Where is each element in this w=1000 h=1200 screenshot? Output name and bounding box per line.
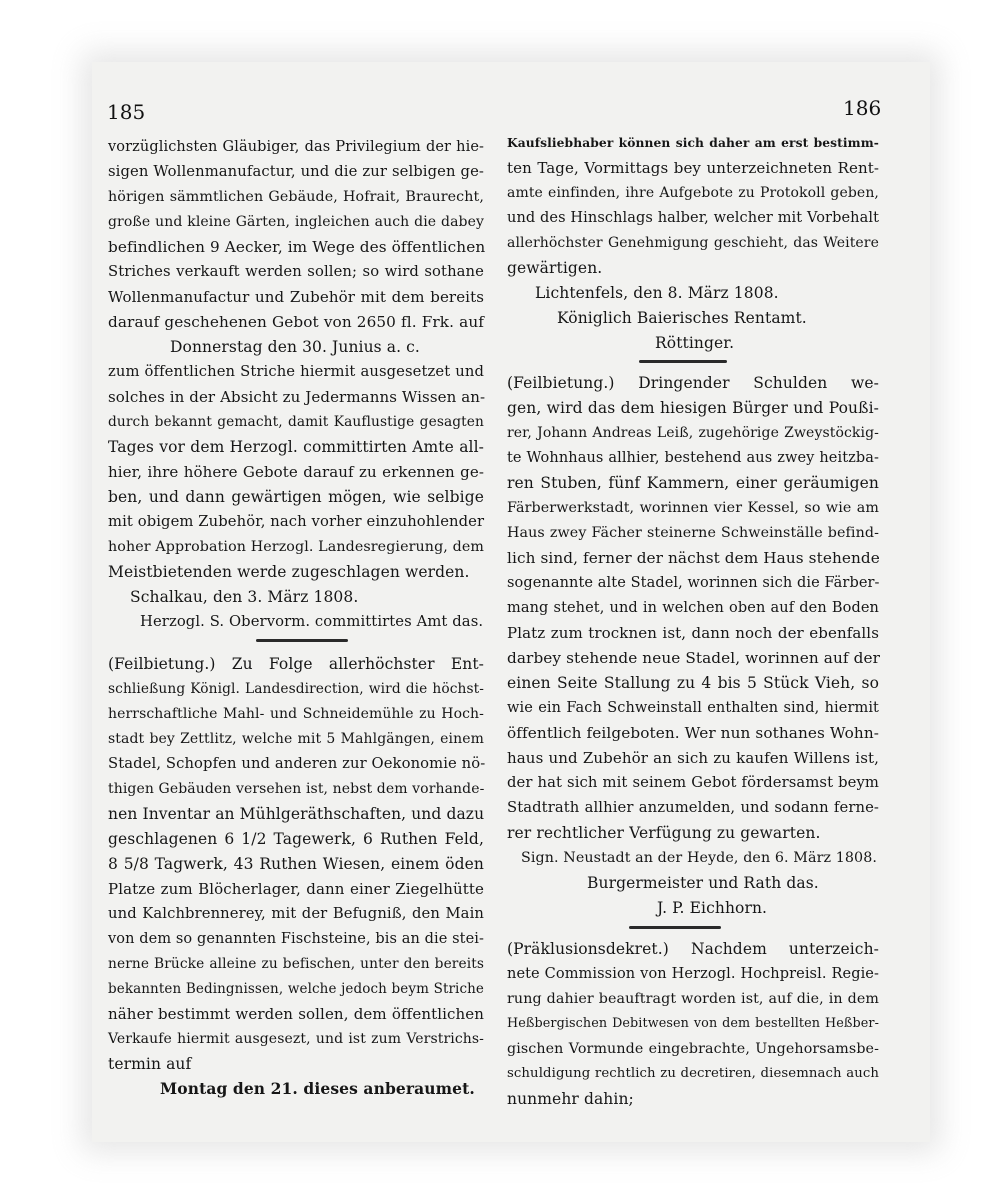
text-line: 8 5/8 Tagwerk, 43 Ruthen Wiesen, einem öden [108, 855, 484, 873]
text-line: darauf geschehenen Gebot von 2650 fl. Frk. auf [108, 313, 484, 331]
text-line: rer, Johann Andreas Leiß, zugehörige Zweystöckig- [507, 425, 879, 441]
text-line: und Kalchbrennerey, mit der Befugniß, den Main [108, 905, 484, 922]
text-line: Färberwerkstadt, worinnen vier Kessel, so wie am [507, 500, 879, 516]
text-line: zum öffentlichen Striche hiermit ausgesetzet und [108, 363, 484, 380]
text-line: sogenannte alte Stadel, worinnen sich die Färber- [507, 575, 880, 591]
text-line: Platz zum trocknen ist, dann noch der ebenfalls [507, 624, 879, 642]
left-column [108, 136, 486, 1098]
text-line: lich sind, ferner der nächst dem Haus stehende [507, 549, 880, 567]
text-line: (Feilbietung.) Dringender Schulden we- [507, 374, 879, 392]
text-line: einen Seite Stallung zu 4 bis 5 Stück Vieh, so [507, 674, 879, 692]
text-line: termin auf [108, 1055, 192, 1073]
text-line: gen, wird das dem hiesigen Bürger und Poußi- [507, 399, 879, 417]
text-line: gewärtigen. [507, 259, 603, 277]
text-line: Stadel, Schopfen und anderen zur Oekonomie nö- [108, 755, 486, 772]
signature-name: J. P. Eichhorn. [657, 899, 768, 917]
text-line: mang stehet, und in welchen oben auf den Boden [507, 600, 879, 616]
text-line: ten Tage, Vormittags bey unterzeichneten Rent- [507, 159, 879, 177]
text-line: stadt bey Zettlitz, welche mit 5 Mahlgängen, einem [108, 731, 484, 747]
text-line: rung dahier beauftragt worden ist, auf die, in dem [507, 991, 879, 1007]
text-line: nen Inventar an Mühlgeräthschaften, und dazu [108, 805, 485, 823]
text-line: bekannten Bedingnissen, welche jedoch beym Striche [108, 981, 484, 997]
text-line: Tages vor dem Herzogl. committirten Amte all- [108, 438, 484, 456]
page-number-left: 185 [107, 100, 146, 124]
text-line: hoher Approbation Herzogl. Landesregierung, dem [108, 539, 484, 555]
text-line: Haus zwey Fächer steinerne Schweinställe befind- [507, 525, 879, 541]
text-line: te Wohnhaus allhier, bestehend aus zwey heitzba- [507, 450, 879, 466]
text-line: mit obigem Zubehör, nach vorher einzuhohlender [108, 513, 485, 530]
text-line: gischen Vormunde eingebrachte, Ungehorsamsbe- [507, 1041, 879, 1057]
text-line: Meistbietenden werde zugeschlagen werden. [108, 563, 470, 581]
text-line: Striches verkauft werden sollen; so wird sothane [108, 263, 484, 280]
text-line: ren Stuben, fünf Kammern, einer geräumigen [507, 474, 879, 492]
text-line: Verkaufe hiermit ausgesezt, und ist zum Verstrichs- [108, 1031, 484, 1047]
text-line: ben, und dann gewärtigen mögen, wie selbige [108, 488, 484, 506]
signature-line: Herzogl. S. Obervorm. committirtes Amt das. [140, 613, 484, 630]
text-line: haus und Zubehör an sich zu kaufen Willens ist, [507, 749, 879, 767]
text-line: große und kleine Gärten, ingleichen auch die dabey [108, 214, 484, 230]
text-line: (Feilbietung.) Zu Folge allerhöchster Ent- [108, 655, 484, 673]
text-line: herrschaftliche Mahl- und Schneidemühle zu Hoch- [108, 706, 484, 722]
text-line: amte einfinden, ihre Aufgebote zu Protokoll geben, [507, 185, 879, 201]
text-line: Kaufsliebhaber können sich daher am erst bestimm- [507, 135, 879, 150]
signature-name: Röttinger. [655, 334, 735, 352]
text-line: Stadtrath allhier anzumelden, und sodann ferne- [507, 799, 879, 816]
text-line: vorzüglichsten Gläubiger, das Privilegium der hie- [108, 139, 484, 155]
section-divider [639, 360, 727, 363]
text-line: näher bestimmt werden sollen, dem öffentlichen [108, 1005, 484, 1023]
text-line: schuldigung rechtlich zu decretiren, diesemnach auch [507, 1066, 879, 1081]
signature-line: Königlich Baierisches Rentamt. [557, 309, 807, 327]
page-number-right: 186 [843, 96, 882, 120]
text-line: darbey stehende neue Stadel, worinnen auf der [507, 649, 880, 667]
text-line: befindlichen 9 Aecker, im Wege des öffentlichen [108, 238, 486, 256]
text-line: thigen Gebäuden versehen ist, nebst dem vorhande- [108, 781, 485, 797]
text-line: (Präklusionsdekret.) Nachdem unterzeich- [507, 940, 879, 958]
text-line: durch bekannt gemacht, damit Kauflustige gesagten [108, 414, 484, 430]
place-date-line: Sign. Neustadt an der Heyde, den 6. März 1808. [521, 850, 878, 866]
place-date-line: Lichtenfels, den 8. März 1808. [535, 284, 779, 302]
text-line: schließung Königl. Landesdirection, wird die höchst- [108, 681, 484, 697]
signature-line: Burgermeister und Rath das. [587, 874, 819, 892]
text-line: sigen Wollenmanufactur, und die zur selbigen ge- [108, 163, 484, 180]
text-line: öffentlich feilgeboten. Wer nun sothanes Wohn- [507, 724, 879, 742]
text-line: Platze zum Blöcherlager, dann einer Ziegelhütte [108, 880, 484, 898]
text-line: der hat sich mit seinem Gebot fördersamst beym [507, 774, 879, 791]
text-line: wie ein Fach Schweinstall enthalten sind, hiermit [507, 700, 879, 716]
place-date-line: Schalkau, den 3. März 1808. [130, 588, 359, 606]
auction-date-line: Montag den 21. dieses anberaumet. [160, 1079, 475, 1098]
text-line: rer rechtlicher Verfügung zu gewarten. [507, 824, 821, 842]
auction-date-line: Donnerstag den 30. Junius a. c. [170, 338, 420, 356]
text-line: Heßbergischen Debitwesen von dem bestellten Heßber- [507, 1016, 879, 1031]
text-line: geschlagenen 6 1/2 Tagewerk, 6 Ruthen Feld, [108, 830, 484, 848]
text-line: nunmehr dahin; [507, 1090, 634, 1108]
section-divider [256, 639, 348, 642]
text-line: allerhöchster Genehmigung geschieht, das Weitere [507, 235, 879, 251]
text-line: und des Hinschlags halber, welcher mit Vorbehalt [507, 210, 879, 226]
text-line: nerne Brücke alleine zu befischen, unter den bereits [108, 956, 484, 972]
text-line: von dem so genannten Fischsteine, bis an die stei- [108, 931, 485, 947]
text-line: Wollenmanufactur und Zubehör mit dem bereits [108, 288, 484, 306]
text-line: nete Commission von Herzogl. Hochpreisl. Regie- [507, 966, 879, 982]
text-line: hier, ihre höhere Gebote darauf zu erkennen ge- [108, 463, 484, 481]
text-line: solches in der Absicht zu Jedermanns Wissen an- [108, 388, 486, 406]
text-line: hörigen sämmtlichen Gebäude, Hofrait, Braurecht, [108, 189, 484, 205]
section-divider [629, 926, 721, 929]
right-column [507, 132, 880, 1108]
